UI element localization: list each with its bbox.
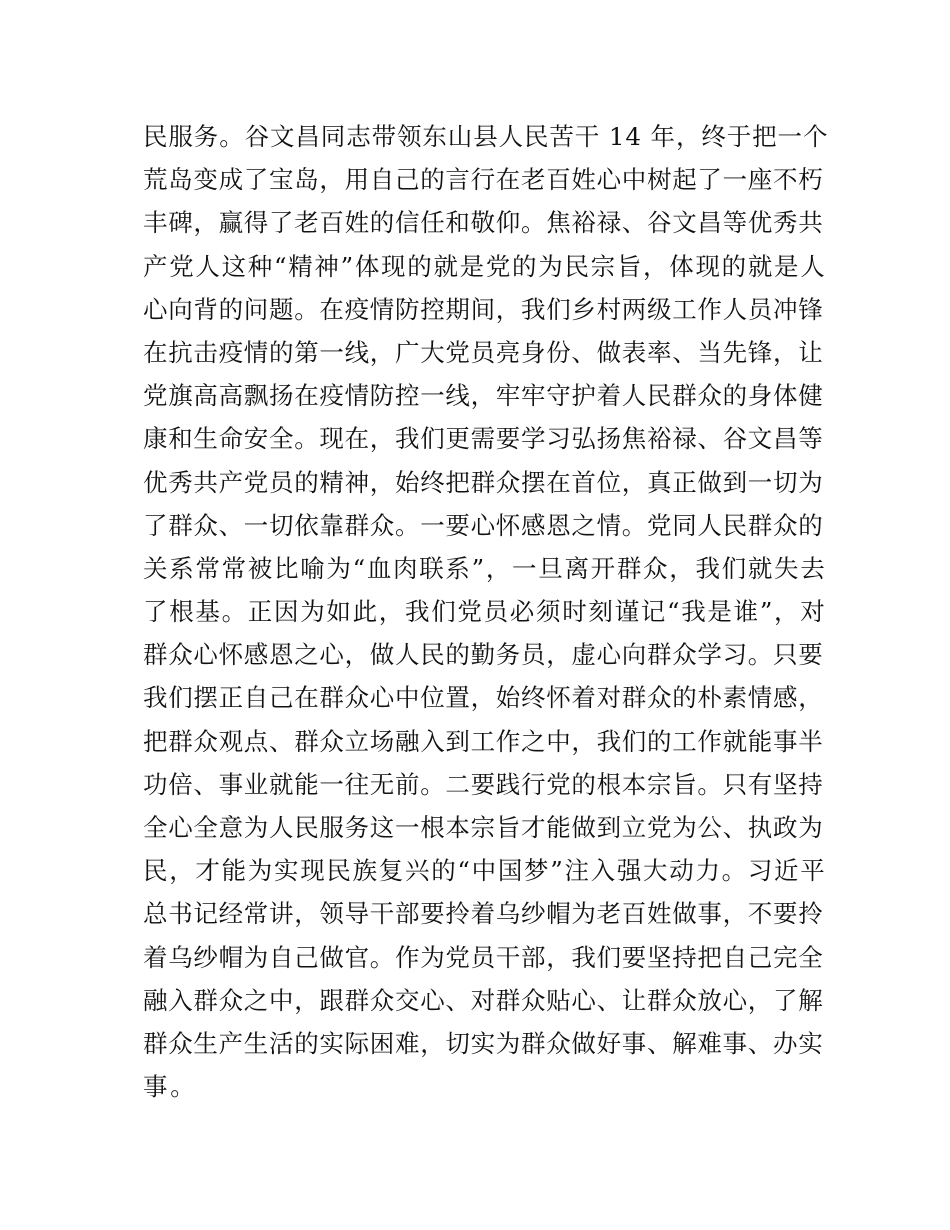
text-line: 融入群众之中，跟群众交心、对群众贴心、让群众放心，了解 (143, 985, 824, 1015)
text-line: 功倍、事业就能一往无前。二要践行党的根本宗旨。只有坚持 (143, 769, 824, 799)
text-line: 全心全意为人民服务这一根本宗旨才能做到立党为公、执政为 (143, 813, 824, 842)
text-line: 产党人这种“精神”体现的就是党的为民宗旨，体现的就是人 (143, 251, 827, 281)
text-line: 我们摆正自己在群众心中位置，始终怀着对群众的朴素情感， (143, 683, 824, 713)
text-line: 丰碑，赢得了老百姓的信任和敬仰。焦裕禄、谷文昌等优秀共 (143, 208, 824, 238)
text-line: 总书记经常讲，领导干部要拎着乌纱帽为老百姓做事，不要拎 (143, 899, 824, 929)
text-line: 心向背的问题。在疫情防控期间，我们乡村两级工作人员冲锋 (143, 294, 824, 324)
text-line: 群众心怀感恩之心，做人民的勤务员，虚心向群众学习。只要 (143, 640, 824, 670)
text-line: 优秀共产党员的精神，始终把群众摆在首位，真正做到一切为 (143, 467, 824, 497)
text-line: 关系常常被比喻为“血肉联系”，一旦离开群众，我们就失去 (143, 553, 827, 583)
text-line: 康和生命安全。现在，我们更需要学习弘扬焦裕禄、谷文昌等 (143, 424, 824, 454)
text-line: 荒岛变成了宝岛，用自己的言行在老百姓心中树起了一座不朽 (143, 165, 824, 195)
text-line: 民服务。谷文昌同志带领东山县人民苦干 14 年，终于把一个 (143, 122, 829, 151)
body-paragraph (143, 115, 829, 1108)
text-line: 了根基。正因为如此，我们党员必须时刻谨记“我是谁”，对 (143, 597, 827, 627)
text-line: 事。 (143, 1072, 198, 1102)
text-line: 民，才能为实现民族复兴的“中国梦”注入强大动力。习近平 (143, 856, 827, 886)
text-line: 着乌纱帽为自己做官。作为党员干部，我们要坚持把自己完全 (143, 942, 824, 972)
text-line: 把群众观点、群众立场融入到工作之中，我们的工作就能事半 (143, 726, 824, 756)
text-line: 群众生产生活的实际困难，切实为群众做好事、解难事、办实 (143, 1028, 824, 1058)
text-line: 了群众、一切依靠群众。一要心怀感恩之情。党同人民群众的 (143, 510, 824, 540)
text-line: 在抗击疫情的第一线，广大党员亮身份、做表率、当先锋，让 (143, 337, 824, 367)
text-line: 党旗高高飘扬在疫情防控一线，牢牢守护着人民群众的身体健 (143, 381, 824, 411)
